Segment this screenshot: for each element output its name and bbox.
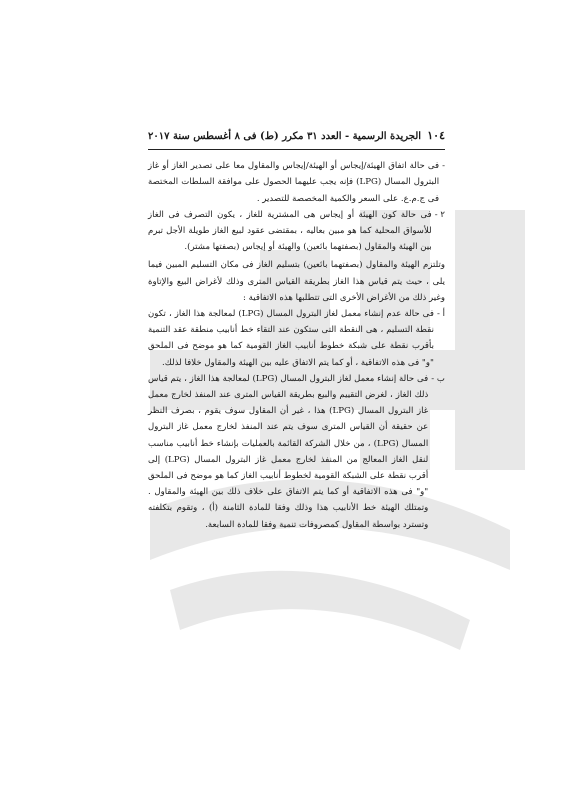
- list-item: [148, 207, 445, 256]
- item-text: فى حالة كون الهيئة أو إيجاس هى المشترية للغاز ، يكون التصرف فى الغاز للأسواق المحلية كما هو مبين بعاليه ، بمقتضى عقود لبيع الغاز طويلة الأجل تبرم بين الهيئة والمقاول (بصفتهما بائعين) والهيئة أو إيجاس (بصفتها مشتر).: [148, 209, 432, 253]
- sub-item-text: فى حالة عدم إنشاء معمل لغاز البترول المسال (LPG) لمعالجة هذا الغاز ، تكون نقطة التسليم ، هى النقطة التى ستكون عند التقاء خط أنابيب منطقة عقد التنمية بأقرب نقطة على شبكة خطوط أنابيب الغاز القومية كما هو موضح فى الملحق "و" فى هذه الاتفاقية ، أو كما يتم الاتفاق عليه بين الهيئة والمقاول خلافا لذلك.: [148, 309, 434, 368]
- sub-item-marker: أ -: [436, 309, 445, 320]
- item-marker: ٢ -: [434, 209, 445, 220]
- page-header: [148, 128, 445, 150]
- header-title: الجريدة الرسمية - العدد ٣١ مكرر (ط) فى ٨ أغسطس سنة ٢٠١٧: [148, 131, 422, 142]
- sub-item: [148, 371, 445, 533]
- document-page: [148, 128, 445, 533]
- item-text: فى حالة اتفاق الهيئة/إيجاس أو الهيئة/إيجاس والمقاول معا على تصدير الغاز أو غاز البترول المسال (LPG) فإنه يجب عليهما الحصول على موافقة السلطات المختصة فى ج.م.ع. على السعر والكمية المخصصة للتصدير .: [148, 161, 440, 204]
- sub-item: [148, 306, 445, 371]
- list-item: [148, 158, 445, 207]
- sub-item-text: فى حالة إنشاء معمل لغاز البترول المسال (LPG) لمعالجة هذا الغاز ، يتم قياس ذلك الغاز ، لغرض التقييم والبيع بطريقة القياس المترى عند المنفذ لخارج معمل غاز البترول المسال (LPG) هذا ، غير أن المقاول سوف يقوم ، بصرف النظر عن حقيقة أن القياس المترى سوف يتم عند المنفذ لخارج معمل غاز البترول المسال (LPG) ، من خلال الشركة القائمة بالعمليات بإنشاء خط أنابيب مناسب لنقل الغاز المعالج من المنفذ لخارج معمل غاز البترول المسال (LPG) إلى أقرب نقطة على الشبكة القومية لخطوط أنابيب الغاز كما هو موضح فى الملحق "و" فى هذه الاتفاقية أو كما يتم الاتفاق على خلاف ذلك بين الهيئة والمقاول . وتمتلك الهيئة خط الأنابيب هذا وذلك وفقا للمادة الثامنة (أ) ، وتقوم بتكلفته وتسترد بواسطة المقاول كمصروفات تنمية وفقا للمادة السابعة.: [148, 373, 429, 530]
- page-number: ١٠٤: [427, 129, 445, 142]
- body-paragraph: وتلتزم الهيئة والمقاول (بصفتهما بائعين) بتسليم الغاز فى مكان التسليم المبين فيما يلى ، حيث يتم قياس هذا الغاز بطريقة القياس المترى وذلك لأغراض البيع والإتاوة وغير ذلك من الأغراض الأخرى التى تتطلبها هذه الاتفاقية :: [148, 260, 445, 303]
- sub-item-marker: ب -: [431, 373, 445, 384]
- item-marker: -: [442, 161, 445, 172]
